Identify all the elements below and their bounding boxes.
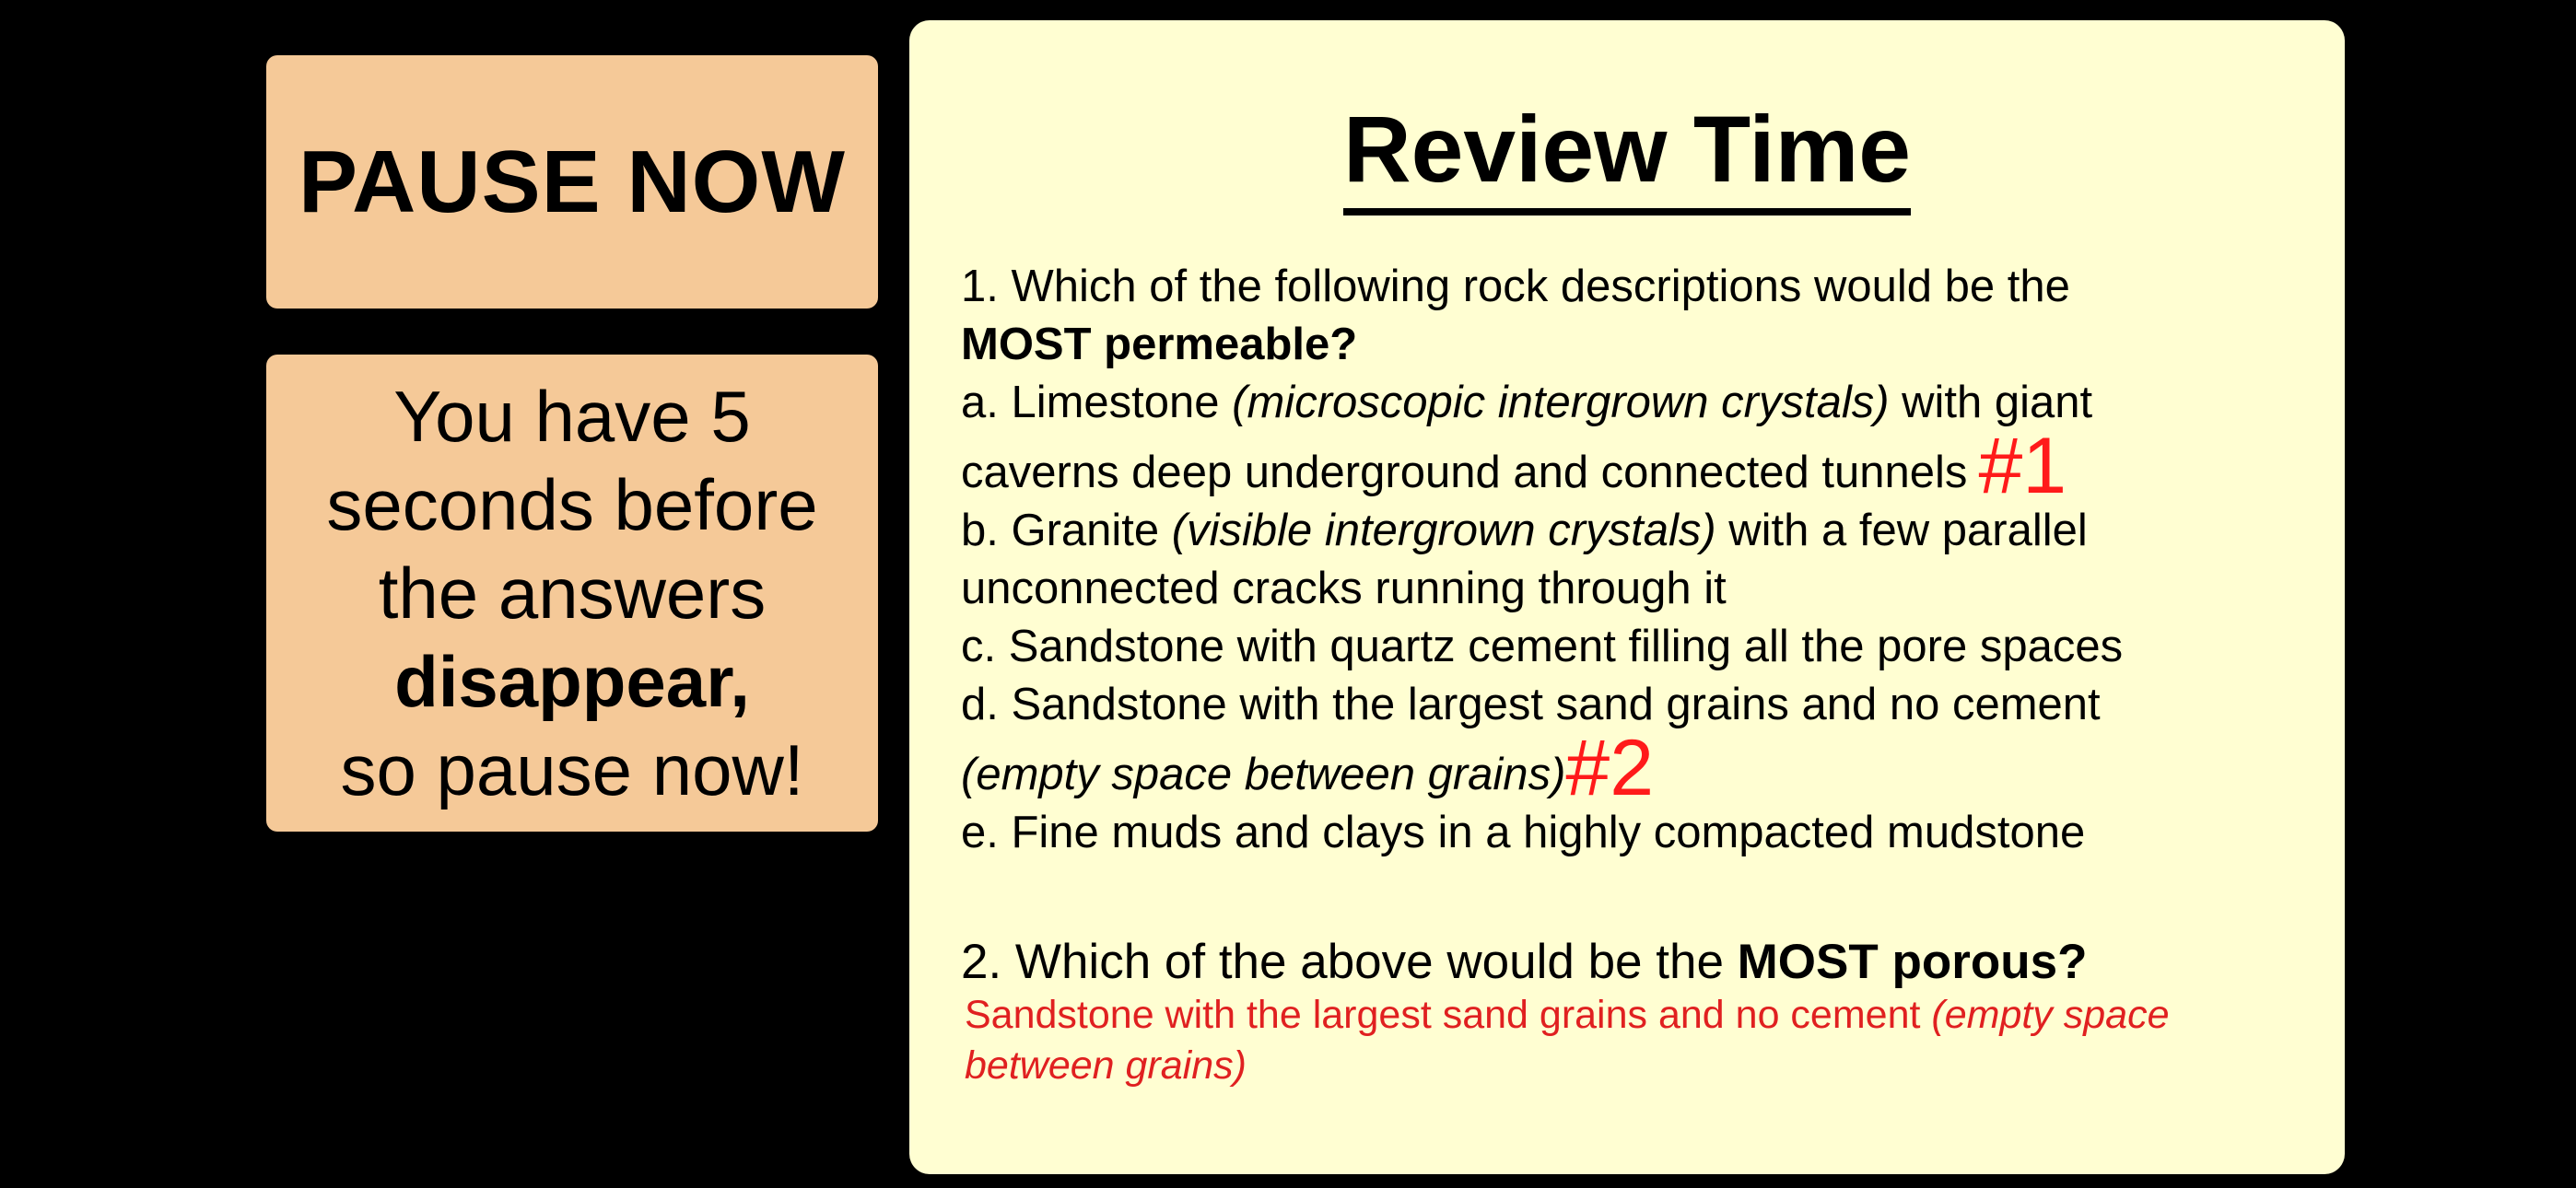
pause-now-label: PAUSE NOW (299, 132, 846, 231)
question-2: 2. Which of the above would be the MOST porous? (961, 935, 2088, 989)
review-slide (909, 20, 2345, 1174)
question-1-prompt-bold: MOST permeable? (961, 320, 1358, 369)
notice-line-3: the answers (378, 553, 767, 634)
question-1 (961, 258, 2324, 862)
option-d: d. Sandstone with the largest sand grains and no cement (961, 680, 2101, 729)
mark-2: #2 (1565, 724, 1655, 812)
option-a: a. Limestone (microscopic intergrown crystals) with giant (961, 378, 2093, 427)
option-d-line2: (empty space between grains)#2 (961, 724, 1655, 812)
option-c: c. Sandstone with quartz cement filling all the pore spaces (961, 622, 2124, 671)
notice-line-5: so pause now! (340, 729, 804, 810)
notice-line-1: You have 5 (393, 376, 751, 457)
option-e: e. Fine muds and clays in a highly compacted mudstone (961, 808, 2086, 857)
pause-now-box (266, 55, 878, 309)
mark-1: #1 (1978, 422, 2067, 510)
notice-line-2: seconds before (326, 464, 818, 545)
slide-title-text: Review Time (1343, 92, 1911, 215)
option-b: b. Granite (visible intergrown crystals) with a few parallel (961, 506, 2088, 555)
pause-notice-box (266, 355, 878, 832)
notice-line-4: disappear, (394, 641, 750, 722)
slide-title (909, 92, 2345, 215)
option-a-line2: caverns deep underground and connected tunnels #1 (961, 422, 2067, 510)
question-2-answer: Sandstone with the largest sand grains and no cement (empty space between grains) (965, 993, 2170, 1088)
option-b-line2: unconnected cracks running through it (961, 564, 1727, 613)
question-1-prompt: 1. Which of the following rock descriptions would be the (961, 262, 2070, 311)
question-2-prompt-bold: MOST porous? (1737, 935, 2088, 989)
